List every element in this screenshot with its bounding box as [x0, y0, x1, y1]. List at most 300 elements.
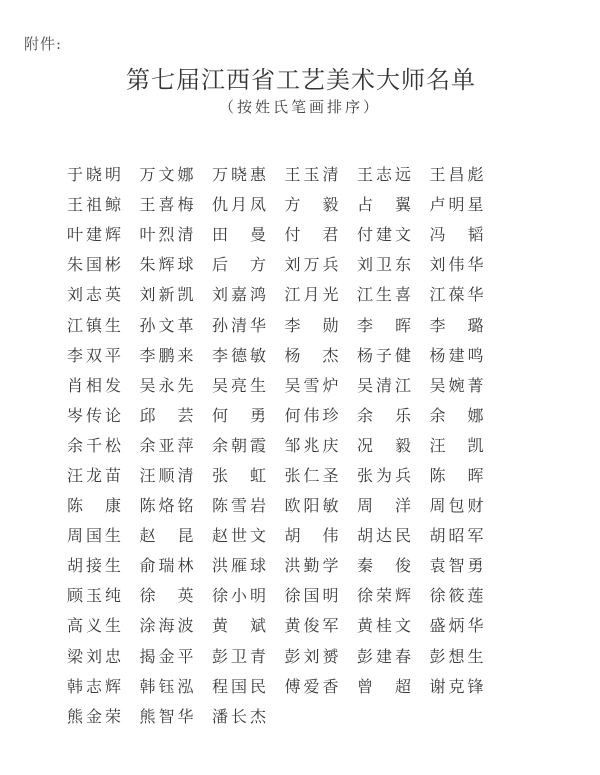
name-char: 喜 [394, 285, 411, 305]
name-char: 程 [212, 676, 229, 696]
list-item [430, 611, 484, 641]
name-char: 朱 [67, 255, 84, 275]
list-item [430, 250, 484, 280]
name-char: 春 [394, 646, 411, 666]
list-item [140, 581, 194, 611]
name-char: 李 [357, 315, 374, 335]
name-char: 刘 [429, 255, 446, 275]
name-char: 毅 [394, 435, 411, 455]
list-item [430, 371, 484, 401]
name-char: 徐 [212, 586, 229, 606]
name-char: 万 [139, 165, 156, 185]
name-char: 香 [322, 676, 339, 696]
name-char: 晖 [394, 315, 411, 335]
name-char: 明 [104, 165, 121, 185]
name-char: 仁 [303, 465, 320, 485]
list-item [212, 280, 266, 310]
name-char: 龙 [85, 465, 102, 485]
name-char: 民 [249, 676, 266, 696]
name-char: 想 [448, 646, 465, 666]
name-char: 徐 [429, 586, 446, 606]
name-char: 子 [375, 345, 392, 365]
name-char: 建 [375, 646, 392, 666]
name-char: 梁 [67, 646, 84, 666]
list-item [285, 401, 339, 431]
name-char: 伟 [303, 405, 320, 425]
name-char: 赟 [322, 646, 339, 666]
list-item [212, 581, 266, 611]
name-char: 阳 [303, 496, 320, 516]
name-char: 潘 [212, 706, 229, 726]
name-char: 镇 [85, 315, 102, 335]
name-char: 勇 [249, 405, 266, 425]
name-char: 秦 [357, 556, 374, 576]
name-char: 华 [177, 706, 194, 726]
name-char: 杨 [284, 345, 301, 365]
name-char: 毅 [322, 195, 339, 215]
attachment-label: 附件: [24, 35, 63, 53]
name-char: 昆 [177, 526, 194, 546]
name-char: 生 [104, 315, 121, 335]
name-char: 叶 [67, 225, 84, 245]
name-char: 平 [104, 345, 121, 365]
name-char: 星 [467, 195, 484, 215]
name-char: 李 [212, 345, 229, 365]
name-char: 王 [429, 165, 446, 185]
name-char: 张 [212, 465, 229, 485]
name-char: 凯 [467, 435, 484, 455]
list-item [212, 521, 266, 551]
name-char: 智 [448, 556, 465, 576]
list-item [285, 521, 339, 551]
name-char: 平 [177, 646, 194, 666]
name-char: 何 [212, 405, 229, 425]
list-item [140, 672, 194, 702]
list-item [357, 371, 411, 401]
name-char: 勋 [322, 315, 339, 335]
name-char: 杨 [429, 345, 446, 365]
name-char: 岑 [67, 405, 84, 425]
name-char: 清 [177, 465, 194, 485]
name-char: 雪 [230, 496, 247, 516]
name-char: 邹 [284, 435, 301, 455]
page-title-text: 第七届江西省工艺美术大师名单 [126, 66, 476, 94]
name-char: 吴 [284, 375, 301, 395]
list-item [67, 341, 121, 371]
name-char: 何 [284, 405, 301, 425]
name-char: 方 [284, 195, 301, 215]
name-char: 昭 [448, 526, 465, 546]
name-char: 江 [67, 315, 84, 335]
name-char: 顾 [67, 586, 84, 606]
name-char: 勤 [303, 556, 320, 576]
name-char: 娜 [177, 165, 194, 185]
name-char: 卢 [429, 195, 446, 215]
name-char: 李 [67, 345, 84, 365]
name-char: 晓 [230, 165, 247, 185]
name-char: 孙 [212, 315, 229, 335]
list-item [67, 280, 121, 310]
list-item [430, 461, 484, 491]
name-char: 财 [467, 496, 484, 516]
name-char: 军 [467, 526, 484, 546]
name-char: 智 [158, 706, 175, 726]
list-item [357, 341, 411, 371]
list-item [140, 160, 194, 190]
name-char: 赵 [212, 526, 229, 546]
name-char: 肖 [67, 375, 84, 395]
name-char: 万 [212, 165, 229, 185]
name-char: 建 [85, 225, 102, 245]
name-char: 铭 [177, 496, 194, 516]
name-char: 文 [249, 526, 266, 546]
name-char: 邱 [139, 405, 156, 425]
name-char: 鸣 [467, 345, 484, 365]
list-item [212, 672, 266, 702]
list-item [430, 190, 484, 220]
name-char: 雁 [230, 556, 247, 576]
name-char: 亚 [158, 435, 175, 455]
name-char: 包 [448, 496, 465, 516]
name-char: 圣 [322, 465, 339, 485]
list-item [430, 401, 484, 431]
name-char: 来 [177, 345, 194, 365]
name-char: 建 [448, 345, 465, 365]
name-char: 为 [375, 465, 392, 485]
list-item [67, 310, 121, 340]
name-char: 汪 [429, 435, 446, 455]
name-char: 璐 [467, 315, 484, 335]
name-char: 刘 [85, 646, 102, 666]
name-char: 生 [104, 616, 121, 636]
name-char: 周 [429, 496, 446, 516]
name-char: 徐 [139, 586, 156, 606]
name-char: 辉 [104, 225, 121, 245]
name-char: 虹 [249, 465, 266, 485]
name-char: 刘 [139, 285, 156, 305]
name-char: 韩 [67, 676, 84, 696]
name-char: 克 [448, 676, 465, 696]
list-item [285, 551, 339, 581]
name-char: 敏 [322, 496, 339, 516]
name-char: 王 [139, 195, 156, 215]
name-char: 洪 [212, 556, 229, 576]
name-char: 晖 [467, 465, 484, 485]
name-char: 烈 [158, 225, 175, 245]
name-char: 军 [322, 616, 339, 636]
name-char: 小 [230, 586, 247, 606]
name-char: 桂 [375, 616, 392, 636]
name-char: 吴 [212, 375, 229, 395]
name-char: 炉 [322, 375, 339, 395]
list-item [285, 611, 339, 641]
name-char: 凯 [177, 285, 194, 305]
name-char: 傅 [284, 676, 301, 696]
list-item [357, 551, 411, 581]
name-char: 余 [139, 435, 156, 455]
name-char: 国 [303, 586, 320, 606]
name-char: 生 [104, 556, 121, 576]
name-char: 吴 [139, 375, 156, 395]
name-char: 仇 [212, 195, 229, 215]
name-char: 杰 [249, 706, 266, 726]
name-char: 德 [230, 345, 247, 365]
list-item [140, 521, 194, 551]
list-item [285, 672, 339, 702]
name-char: 鲸 [104, 195, 121, 215]
list-item [67, 461, 121, 491]
name-char: 熊 [67, 706, 84, 726]
name-char: 陈 [67, 496, 84, 516]
name-char: 球 [249, 556, 266, 576]
list-item [357, 220, 411, 250]
name-char: 曾 [357, 676, 374, 696]
name-char: 吴 [357, 375, 374, 395]
name-char: 彬 [104, 255, 121, 275]
name-char: 江 [284, 285, 301, 305]
name-char: 新 [158, 285, 175, 305]
name-char: 华 [467, 285, 484, 305]
name-char: 后 [212, 255, 229, 275]
name-char: 玉 [85, 586, 102, 606]
name-char: 袁 [429, 556, 446, 576]
name-char: 欧 [284, 496, 301, 516]
name-char: 凤 [249, 195, 266, 215]
list-item [285, 431, 339, 461]
name-char: 革 [177, 315, 194, 335]
name-char: 刘 [212, 285, 229, 305]
name-char: 胡 [357, 526, 374, 546]
name-char: 锋 [467, 676, 484, 696]
name-char: 萍 [177, 435, 194, 455]
list-item [67, 431, 121, 461]
name-char: 顺 [158, 465, 175, 485]
name-char: 黄 [284, 616, 301, 636]
name-char: 王 [67, 195, 84, 215]
name-char: 国 [85, 526, 102, 546]
name-char: 斌 [249, 616, 266, 636]
name-char: 彭 [357, 646, 374, 666]
list-item [212, 401, 266, 431]
name-char: 彭 [284, 646, 301, 666]
list-item [357, 310, 411, 340]
list-item [285, 642, 339, 672]
name-char: 杨 [357, 345, 374, 365]
list-item [285, 371, 339, 401]
name-char: 文 [158, 165, 175, 185]
name-char: 吴 [429, 375, 446, 395]
name-char: 亮 [230, 375, 247, 395]
name-char: 彪 [467, 165, 484, 185]
name-char: 婉 [448, 375, 465, 395]
name-char: 泓 [177, 676, 194, 696]
list-item [67, 491, 121, 521]
name-char: 志 [85, 285, 102, 305]
name-char: 翼 [394, 195, 411, 215]
name-char: 江 [394, 375, 411, 395]
list-item [67, 581, 121, 611]
list-item [285, 190, 339, 220]
name-char: 敏 [249, 345, 266, 365]
name-char: 雪 [303, 375, 320, 395]
list-item [140, 611, 194, 641]
name-char: 嘉 [230, 285, 247, 305]
name-char: 芸 [177, 405, 194, 425]
list-item [67, 371, 121, 401]
name-char: 胡 [67, 556, 84, 576]
list-item [430, 521, 484, 551]
list-item [140, 461, 194, 491]
name-char: 乐 [394, 405, 411, 425]
name-char: 筱 [448, 586, 465, 606]
name-char: 张 [357, 465, 374, 485]
name-char: 先 [177, 375, 194, 395]
list-item [67, 672, 121, 702]
name-char: 张 [284, 465, 301, 485]
name-char: 徐 [284, 586, 301, 606]
name-char: 朝 [230, 435, 247, 455]
name-char: 俊 [394, 556, 411, 576]
list-item [140, 702, 194, 732]
name-char: 付 [284, 225, 301, 245]
name-char: 清 [322, 165, 339, 185]
name-char: 松 [104, 435, 121, 455]
name-char: 彭 [429, 646, 446, 666]
name-char: 于 [67, 165, 84, 185]
name-char: 冯 [429, 225, 446, 245]
name-char: 叶 [139, 225, 156, 245]
name-char: 远 [394, 165, 411, 185]
name-char: 刘 [357, 255, 374, 275]
name-char: 付 [357, 225, 374, 245]
list-item [357, 280, 411, 310]
name-char: 文 [158, 315, 175, 335]
list-item [212, 551, 266, 581]
name-char: 青 [249, 646, 266, 666]
name-char: 彭 [212, 646, 229, 666]
list-item [67, 190, 121, 220]
name-char: 韩 [139, 676, 156, 696]
list-item [140, 401, 194, 431]
name-char: 王 [284, 165, 301, 185]
list-item [285, 461, 339, 491]
name-char: 志 [85, 676, 102, 696]
list-item [430, 491, 484, 521]
list-item [212, 491, 266, 521]
name-char: 月 [230, 195, 247, 215]
name-char: 鸿 [249, 285, 266, 305]
name-char: 霞 [249, 435, 266, 455]
list-item [212, 310, 266, 340]
name-char: 国 [230, 676, 247, 696]
name-char: 烙 [158, 496, 175, 516]
name-char: 洋 [394, 496, 411, 516]
list-item [212, 220, 266, 250]
name-char: 民 [394, 526, 411, 546]
list-item [430, 160, 484, 190]
name-char: 伟 [448, 255, 465, 275]
name-char: 陈 [429, 465, 446, 485]
list-item [357, 611, 411, 641]
name-char: 孙 [139, 315, 156, 335]
name-char: 国 [85, 255, 102, 275]
name-char: 清 [177, 225, 194, 245]
list-item [140, 371, 194, 401]
name-char: 余 [429, 405, 446, 425]
name-char: 炳 [448, 616, 465, 636]
page-title [0, 60, 600, 95]
name-char: 健 [394, 345, 411, 365]
name-char: 杰 [322, 345, 339, 365]
name-char: 达 [375, 526, 392, 546]
name-char: 余 [67, 435, 84, 455]
name-char: 辉 [158, 255, 175, 275]
name-char: 俊 [303, 616, 320, 636]
name-char: 刘 [303, 646, 320, 666]
name-char: 林 [177, 556, 194, 576]
name-char: 双 [85, 345, 102, 365]
name-char: 兆 [303, 435, 320, 455]
list-item [430, 280, 484, 310]
name-char: 揭 [139, 646, 156, 666]
name-char: 洪 [284, 556, 301, 576]
list-item [140, 431, 194, 461]
name-char: 发 [104, 375, 121, 395]
name-char: 爱 [303, 676, 320, 696]
list-item [357, 401, 411, 431]
name-char: 陈 [139, 496, 156, 516]
list-item [357, 672, 411, 702]
list-item [430, 310, 484, 340]
name-char: 刘 [284, 255, 301, 275]
name-char: 金 [158, 646, 175, 666]
name-char: 生 [104, 526, 121, 546]
name-char: 世 [230, 526, 247, 546]
name-char: 卫 [375, 255, 392, 275]
name-char: 永 [158, 375, 175, 395]
list-item [430, 341, 484, 371]
name-char: 球 [177, 255, 194, 275]
name-char: 陈 [212, 496, 229, 516]
name-char: 梅 [177, 195, 194, 215]
name-char: 黄 [357, 616, 374, 636]
page-subtitle: （按姓氏笔画排序） [218, 98, 381, 116]
list-item [285, 250, 339, 280]
name-char: 胡 [429, 526, 446, 546]
name-char: 李 [139, 345, 156, 365]
name-char: 赵 [139, 526, 156, 546]
list-item [140, 250, 194, 280]
list-item [212, 341, 266, 371]
name-char: 况 [357, 435, 374, 455]
name-char: 东 [394, 255, 411, 275]
list-item [67, 220, 121, 250]
list-item [212, 160, 266, 190]
name-char: 千 [85, 435, 102, 455]
list-item [357, 190, 411, 220]
name-char: 华 [467, 255, 484, 275]
name-char: 瑞 [158, 556, 175, 576]
list-item [430, 220, 484, 250]
list-item [212, 702, 266, 732]
list-item [67, 642, 121, 672]
name-char: 清 [230, 315, 247, 335]
name-char: 田 [212, 225, 229, 245]
name-char: 谢 [429, 676, 446, 696]
name-char: 晓 [85, 165, 102, 185]
list-item [357, 581, 411, 611]
list-item [430, 581, 484, 611]
